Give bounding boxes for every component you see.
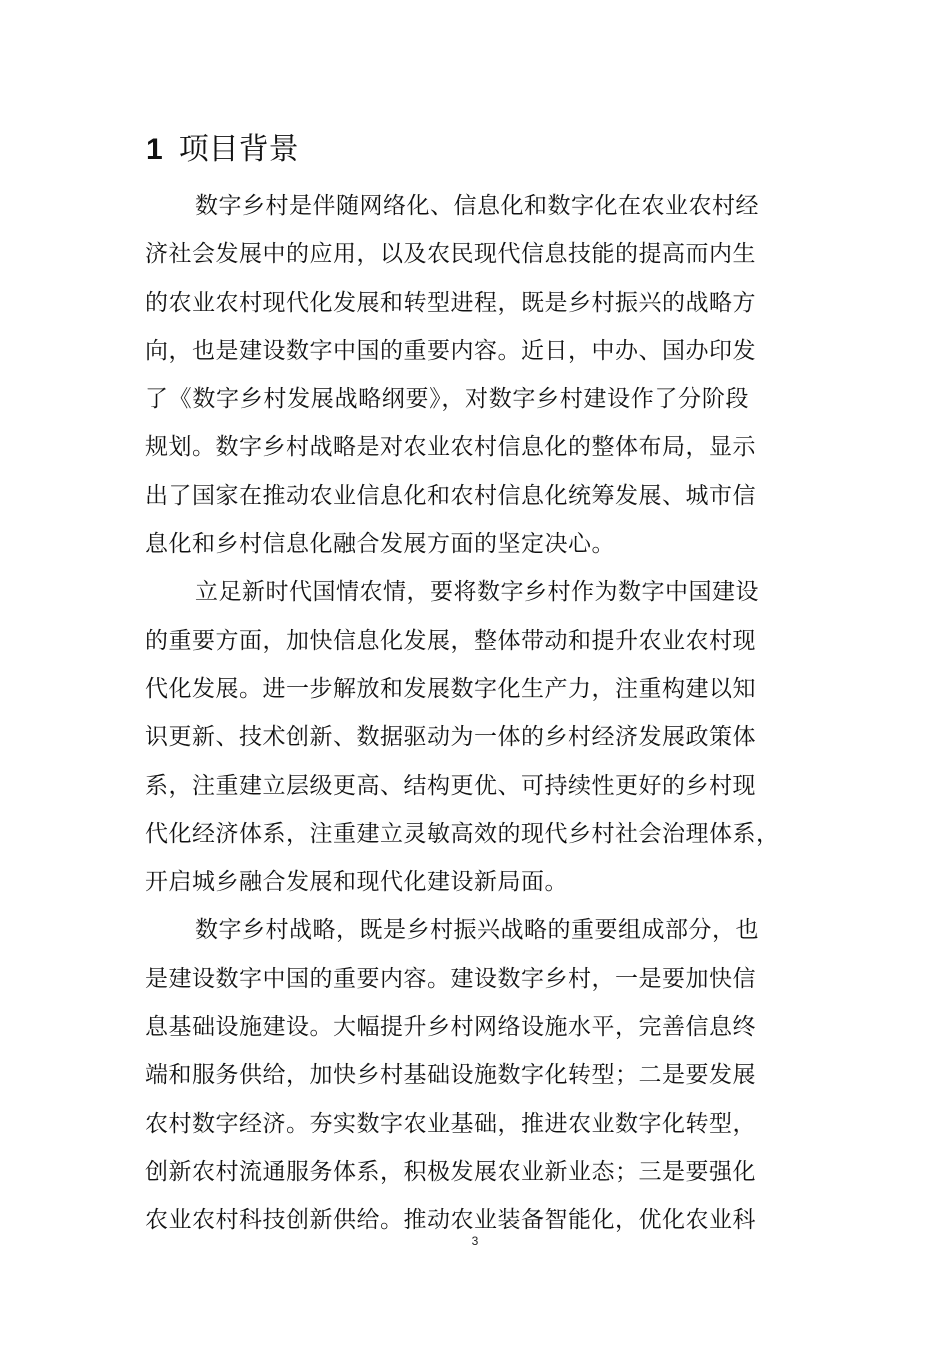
text-line: 立足新时代国情农情，要将数字乡村作为数字中国建设 <box>195 579 759 606</box>
text-line: 向，也是建设数字中国的重要内容。近日，中办、国办印发 <box>145 337 756 364</box>
text-line: 出了国家在推动农业信息化和农村信息化统筹发展、城市信 <box>145 482 756 509</box>
paragraph <box>145 182 759 568</box>
text-line: 规划。数字乡村战略是对农业农村信息化的整体布局，显示 <box>145 434 756 461</box>
text-line: 识更新、技术创新、数据驱动为一体的乡村经济发展政策体 <box>145 724 756 751</box>
page-number: 3 <box>471 1234 479 1248</box>
section-title: 项目背景 <box>178 132 299 167</box>
text-line: 息化和乡村信息化融合发展方面的坚定决心。 <box>145 531 615 558</box>
text-line: 代化经济体系，注重建立灵敏高效的现代乡村社会治理体系， <box>145 820 780 847</box>
text-line: 的重要方面，加快信息化发展，整体带动和提升农业农村现 <box>145 627 756 654</box>
text-line: 代化发展。进一步解放和发展数字化生产力，注重构建以知 <box>145 675 756 702</box>
text-line: 系，注重建立层级更高、结构更优、可持续性更好的乡村现 <box>145 772 756 799</box>
text-line: 开启城乡融合发展和现代化建设新局面。 <box>145 869 568 896</box>
text-line: 的农业农村现代化发展和转型进程，既是乡村振兴的战略方 <box>145 289 756 316</box>
body-text <box>145 182 780 1245</box>
section-number: 1 <box>146 133 163 166</box>
text-line: 数字乡村战略，既是乡村振兴战略的重要组成部分，也 <box>195 917 759 944</box>
section-heading <box>146 128 299 172</box>
text-line: 济社会发展中的应用，以及农民现代信息技能的提高而内生 <box>145 241 756 268</box>
paragraph <box>145 568 780 906</box>
text-line: 农业农村科技创新供给。推动农业装备智能化，优化农业科 <box>145 1207 756 1234</box>
paragraph <box>145 906 759 1244</box>
text-line: 了《数字乡村发展战略纲要》，对数字乡村建设作了分阶段 <box>145 386 749 413</box>
text-line: 端和服务供给，加快乡村基础设施数字化转型；二是要发展 <box>145 1062 756 1089</box>
text-line: 创新农村流通服务体系，积极发展农业新业态；三是要强化 <box>145 1158 756 1185</box>
text-line: 息基础设施建设。大幅提升乡村网络设施水平，完善信息终 <box>145 1014 756 1041</box>
text-line: 农村数字经济。夯实数字农业基础，推进农业数字化转型， <box>145 1110 756 1137</box>
text-line: 是建设数字中国的重要内容。建设数字乡村，一是要加快信 <box>145 965 756 992</box>
text-line: 数字乡村是伴随网络化、信息化和数字化在农业农村经 <box>195 193 759 219</box>
